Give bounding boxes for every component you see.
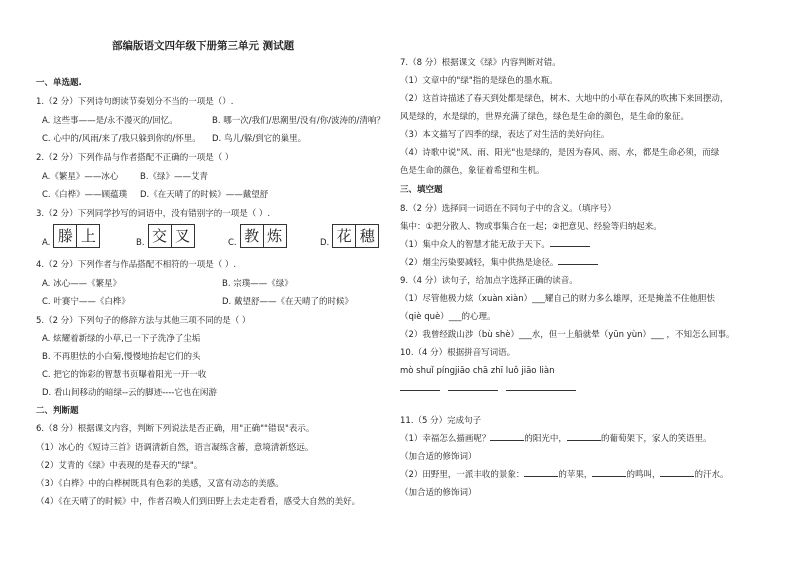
q9-item-1-line-2: （qiè què）___的心理。 bbox=[400, 312, 496, 322]
q5-option-d: D. 看山间移动的暗绿--云的脚迹----它也在闲游 bbox=[42, 388, 217, 398]
q5-option-c: C. 把它的饰彩的智慧书页曝着阳光一开一收 bbox=[42, 370, 207, 380]
char-box: 上 bbox=[76, 225, 99, 247]
q4-option-b: B. 宗璞——《绿》 bbox=[222, 279, 293, 289]
q2-option-d: D.《在天晴了的时候》——戴望舒 bbox=[140, 190, 269, 200]
question-8: 8.（2 分）选择同一词语在不同句子中的含义。（填序号） bbox=[400, 204, 616, 214]
answer-blank[interactable] bbox=[550, 246, 590, 247]
question-10: 10.（4 分）根据拼音写词语。 bbox=[400, 348, 516, 358]
q2-option-a: A.《繁星》——冰心 bbox=[42, 172, 119, 182]
q6-item-2: （2）艾青的《绿》中表现的是春天的"绿"。 bbox=[36, 461, 203, 471]
tianzige-boxes bbox=[148, 224, 195, 248]
q8-item-2-text: （2）烟尘污染要减轻，集中供热是途径。 bbox=[400, 258, 559, 268]
tianzige-boxes bbox=[53, 224, 100, 248]
char-box: 交 bbox=[152, 227, 168, 245]
tianzige-boxes bbox=[332, 224, 379, 248]
answer-blank[interactable] bbox=[558, 264, 598, 265]
section-heading-fill-blank: 三、填空题 bbox=[400, 185, 443, 195]
q4-option-c: C. 叶赛宁——《白桦》 bbox=[42, 297, 130, 307]
page-title: 部编版语文四年级下册第三单元 测试题 bbox=[112, 40, 295, 52]
q7-item-4-line-1: （4）诗歌中说"风、雨、阳光"也是绿的，是因为春风、雨、水，都是生命必须，而绿 bbox=[400, 148, 720, 158]
q9-item-2: （2）我曾经跋山涉（bù shè）___水，但一上船就晕（yūn yùn）___ ，不知怎么回事。 bbox=[400, 330, 735, 340]
q11-item-1-lead: （1）幸福怎么描画呢？ bbox=[400, 434, 491, 444]
q3-option-d bbox=[320, 224, 379, 248]
answer-blank[interactable] bbox=[506, 390, 576, 391]
q3-option-a bbox=[42, 224, 100, 248]
q3-option-b bbox=[136, 224, 195, 248]
option-letter: A. bbox=[42, 238, 51, 248]
char-box: 教 bbox=[244, 227, 260, 245]
q11-item-2 bbox=[400, 470, 728, 481]
answer-blank[interactable] bbox=[592, 476, 626, 477]
q7-item-2-line-2: 风是绿的，水是绿的，世界充满了绿色，绿色是生命的颜色，是生命的象征。 bbox=[400, 112, 690, 122]
q6-item-1: （1）冰心的《短诗三首》语调清新自然，语言凝练含蓄，意境清新悠远。 bbox=[36, 443, 314, 453]
option-letter: B. bbox=[136, 238, 145, 248]
q4-option-d: D. 戴望舒——《在天晴了的时候》 bbox=[222, 297, 353, 307]
option-letter: C. bbox=[228, 238, 237, 248]
q11-item-2-mid-1: 的苹果， bbox=[558, 470, 593, 480]
char-box: 炼 bbox=[263, 225, 286, 247]
char-box: 叉 bbox=[171, 225, 194, 247]
q8-item-1-text: （1）集中众人的智慧才能无敌于天下。 bbox=[400, 240, 550, 250]
q2-option-c: C.《白桦》——顾蕴璞 bbox=[42, 190, 128, 200]
q7-item-2-line-1: （2）这首诗描述了春天到处都是绿色，树木、大地中的小草在春风的吹拂下来回摆动， bbox=[400, 94, 729, 104]
q10-blanks bbox=[400, 384, 576, 395]
q11-item-1-mid-1: 的阳光中， bbox=[524, 434, 567, 444]
question-7: 7.（8 分）根据课文《绿》内容判断对错。 bbox=[400, 58, 561, 68]
answer-blank[interactable] bbox=[490, 440, 524, 441]
q8-item-2 bbox=[400, 258, 598, 269]
char-box: 花 bbox=[336, 227, 352, 245]
q11-item-2-hint: （加合适的修饰词） bbox=[400, 488, 477, 498]
answer-blank[interactable] bbox=[660, 476, 694, 477]
question-1: 1.（2 分）下列诗句朗读节奏划分不当的一项是（）. bbox=[36, 97, 234, 107]
q11-item-2-lead: （2）田野里，一派丰收的景象： bbox=[400, 470, 525, 480]
answer-blank[interactable] bbox=[567, 440, 601, 441]
q11-item-2-mid-3: 的汗水。 bbox=[694, 470, 729, 480]
section-heading-single-choice: 一、单选题. bbox=[36, 78, 82, 88]
question-6: 6.（8 分）根据课文内容，判断下列说法是否正确，用"正确""错误"表示。 bbox=[36, 424, 315, 434]
char-box: 滕 bbox=[57, 227, 73, 245]
question-3: 3.（2 分）下列同学抄写的词语中，没有错别字的一项是（ ）. bbox=[36, 209, 271, 219]
q8-item-1 bbox=[400, 240, 590, 251]
q6-item-3: （3）《白桦》中的白桦树既具有色彩的美感，又富有动态的美感。 bbox=[36, 479, 284, 489]
q11-item-2-mid-2: 的鸣叫， bbox=[626, 470, 661, 480]
q8-definition: 集中：①把分散人、物或事集合在一起；②把意见、经验等归纳起来。 bbox=[400, 222, 662, 232]
q5-option-a: A. 炫耀着新绿的小草,已一下子洗净了尘垢 bbox=[42, 334, 201, 344]
question-2: 2.（2 分）下列作品与作者搭配不正确的一项是（ ） bbox=[36, 153, 234, 163]
q6-item-4: （4）《在天晴了的时候》中，作者召唤人们到田野上去走走看看，感受大自然的美好。 bbox=[36, 497, 361, 507]
q1-option-b: B. 哪一次/我们/思潮里/没有/你/波涛的/清响？ bbox=[212, 116, 385, 126]
q3-option-c bbox=[228, 224, 287, 248]
q1-option-c: C. 心中的/风雨/来了/我只躲到你的/怀里。 bbox=[42, 134, 201, 144]
q7-item-1: （1）文章中的"绿"指的是绿色的墨水瓶。 bbox=[400, 76, 558, 86]
question-11: 11.（5 分）完成句子 bbox=[400, 416, 482, 426]
q7-item-3: （3）本文描写了四季的绿，表达了对生活的美好向往。 bbox=[400, 130, 610, 140]
option-letter: D. bbox=[320, 238, 330, 248]
q1-option-d: D. 鸟儿/躲/到它的巢里。 bbox=[212, 134, 307, 144]
q11-item-1 bbox=[400, 434, 711, 445]
tianzige-boxes bbox=[240, 224, 287, 248]
q2-option-b: B.《绿》——艾青 bbox=[140, 172, 209, 182]
q11-item-1-mid-2: 的葡萄架下，家人的笑语里。 bbox=[600, 434, 712, 444]
q1-option-a: A. 这些事——是/永不漫灭的/回忆。 bbox=[42, 116, 178, 126]
question-4: 4.（2 分）下列作者与作品搭配不相符的一项是（ ）. bbox=[36, 260, 237, 270]
q11-item-1-hint: （加合适的修饰词） bbox=[400, 452, 477, 462]
answer-blank[interactable] bbox=[400, 390, 440, 391]
question-9: 9.（4 分）读句子，给加点字选择正确的读音。 bbox=[400, 276, 578, 286]
q7-item-4-line-2: 色是生命的颜色，象征着希望和生机。 bbox=[400, 166, 545, 176]
section-heading-judgement: 二、判断题 bbox=[36, 406, 79, 416]
q10-pinyin: mò shuǐ píngjiāo chā zhī luǒ jiāo liàn bbox=[400, 366, 555, 376]
question-5: 5.（2 分）下列句子的修辞方法与其他三项不同的是（ ） bbox=[36, 316, 251, 326]
q5-option-b: B. 不再胆怯的小白菊,慢慢地抬起它们的头 bbox=[42, 352, 201, 362]
q9-item-1-line-1: （1）尽管他极力炫（xuàn xiàn）___耀自己的财力多么雄厚，还是掩盖不住他胆怯 bbox=[400, 294, 715, 304]
q4-option-a: A. 冰心——《繁星》 bbox=[42, 279, 122, 289]
char-box: 穗 bbox=[355, 225, 378, 247]
answer-blank[interactable] bbox=[524, 476, 558, 477]
answer-blank[interactable] bbox=[448, 390, 498, 391]
